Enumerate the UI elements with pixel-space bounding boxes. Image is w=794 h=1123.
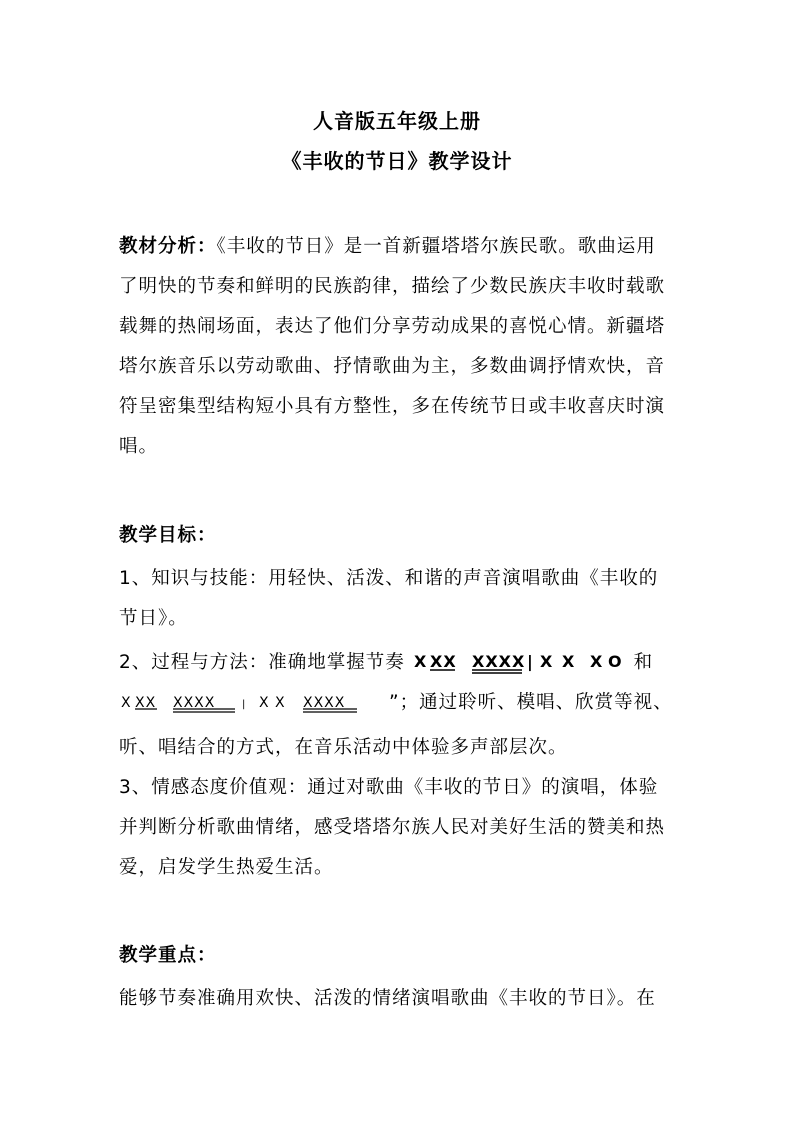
objective-1-line-2: 节日》。 (119, 608, 188, 629)
svg-text:X: X (259, 695, 270, 711)
analysis-line-3: 载舞的热闹场面，表达了他们分享劳动成果的喜悦心情。新疆塔 (119, 316, 666, 337)
objectives-heading: 教学目标： (119, 525, 217, 546)
document-title: 人音版五年级上册 (313, 109, 481, 133)
objective-2-and: 和 (633, 652, 654, 673)
rhythm-pattern-1 (412, 652, 634, 674)
svg-text:XXXX: XXXX (303, 695, 346, 711)
svg-text:X: X (561, 652, 576, 671)
objective-2-line-1 (119, 648, 653, 674)
focus-heading: 教学重点： (119, 945, 217, 966)
document-subtitle: 《丰收的节日》教学设计 (281, 149, 513, 173)
svg-text:X: X (539, 652, 554, 671)
objective-2-line-2-text: ”；通过聆听、模唱、欣赏等视、 (389, 692, 673, 713)
analysis-line-1 (119, 232, 656, 258)
analysis-line-5: 符呈密集型结构短小具有方整性，多在传统节日或丰收喜庆时演 (119, 396, 666, 417)
svg-text:X: X (121, 695, 132, 711)
svg-text:|: | (242, 699, 247, 710)
objective-2-line-2 (119, 688, 673, 714)
objective-3-line-1: 3、情感态度价值观：通过对歌曲《丰收的节日》的演唱，体验 (119, 777, 659, 798)
rhythm-pattern-2 (119, 692, 389, 714)
svg-text:XXXX: XXXX (471, 652, 526, 671)
svg-text:|: | (526, 652, 534, 671)
objective-2-prefix: 2、过程与方法：准确地掌握节奏 (119, 652, 405, 673)
analysis-line-6: 唱。 (119, 436, 159, 457)
objective-1-line-1: 1、知识与技能：用轻快、活泼、和谐的声音演唱歌曲《丰收的 (119, 568, 659, 589)
analysis-line-2: 了明快的节奏和鲜明的民族韵律，描绘了少数民族庆丰收时载歌 (119, 276, 666, 297)
objective-2-line-3: 听、唱结合的方式，在音乐活动中体验多声部层次。 (119, 737, 568, 758)
svg-text:XX: XX (135, 695, 157, 711)
svg-text:XXXX: XXXX (173, 695, 216, 711)
analysis-text: 《丰收的节日》是一首新疆塔塔尔族民歌。歌曲运用 (216, 236, 656, 257)
svg-text:X: X (413, 652, 428, 671)
objective-3-line-3: 爱，启发学生热爱生活。 (119, 857, 334, 878)
svg-text:XX: XX (429, 652, 457, 671)
svg-text:X: X (589, 652, 604, 671)
analysis-line-4: 塔尔族音乐以劳动歌曲、抒情歌曲为主，多数曲调抒情欢快，音 (119, 356, 666, 377)
objective-3-line-2: 并判断分析歌曲情绪，感受塔塔尔族人民对美好生活的赞美和热 (119, 817, 666, 838)
svg-text:X: X (275, 695, 286, 711)
analysis-heading: 教材分析： (119, 236, 217, 257)
svg-text:O: O (607, 652, 623, 671)
focus-line-1: 能够节奏准确用欢快、活泼的情绪演唱歌曲《丰收的节日》。在 (119, 988, 656, 1009)
